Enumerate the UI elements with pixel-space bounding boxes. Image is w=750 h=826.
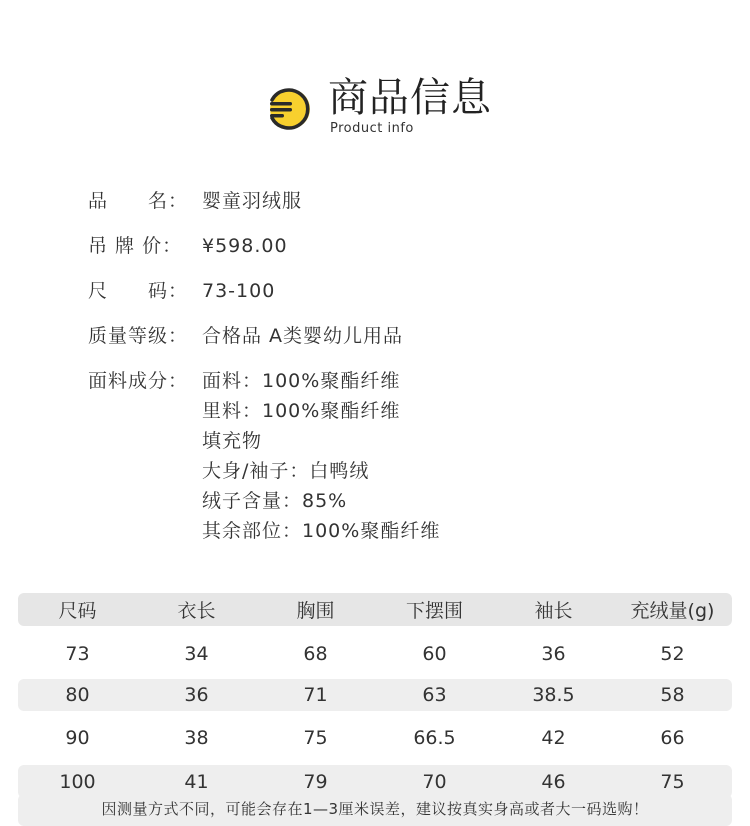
table-cell: 58 [660,684,685,706]
info-value: ¥598.00 [202,235,288,257]
info-value: 其余部位：100%聚酯纤维 [202,520,441,542]
table-cell: 46 [541,770,566,793]
info-label: 品 名： [88,190,189,212]
info-row-name [88,186,708,216]
info-label: 尺 码： [88,280,189,302]
info-value: 大身/袖子：白鸭绒 [202,460,370,482]
table-cell: 73 [65,642,90,665]
table-cell: 75 [303,727,328,749]
table-header-cell: 袖长 [534,600,573,622]
table-cell: 42 [541,727,566,749]
info-row-size [88,276,708,306]
info-row-grade [88,321,708,351]
info-value: 73-100 [202,280,276,302]
table-cell: 41 [184,770,209,793]
table-cell: 90 [65,727,90,749]
table-header-row [18,593,732,626]
table-cell: 66 [660,727,685,749]
table-cell: 36 [184,684,209,706]
table-cell: 70 [422,770,447,793]
page-subtitle: Product info [330,121,414,136]
table-cell: 80 [65,684,90,706]
document-lines-icon [264,86,312,132]
table-cell: 36 [541,642,566,665]
info-row-price [88,231,708,261]
table-cell: 63 [422,684,447,706]
product-info-list [88,186,708,561]
table-header-cell: 充绒量(g) [630,600,715,622]
table-cell: 75 [660,770,685,793]
table-cell: 79 [303,770,328,793]
table-row [18,679,732,711]
info-value: 填充物 [202,430,263,452]
table-cell: 100 [59,770,96,793]
page-title: 商品信息 [328,75,492,121]
info-value: 绒子含量：85% [202,490,348,512]
table-cell: 68 [303,642,328,665]
table-row [18,630,732,677]
info-label: 吊 牌 价： [88,235,183,257]
table-cell: 38 [184,727,209,749]
info-row-material [88,366,708,546]
table-cell: 60 [422,642,447,665]
table-cell: 38.5 [532,684,575,706]
measurement-note: 因测量方式不同，可能会存在1—3厘米误差，建议按真实身高或者大一码选购！ [18,794,732,826]
table-cell: 52 [660,642,685,665]
table-cell: 34 [184,642,209,665]
info-value: 面料：100%聚酯纤维 [202,370,401,392]
info-label: 质量等级： [88,325,189,347]
table-header-cell: 衣长 [177,600,216,622]
table-row [18,711,732,765]
table-cell: 71 [303,684,328,706]
table-header-cell: 尺码 [58,600,97,622]
table-header-cell: 下摆围 [405,600,463,622]
info-label: 面料成分： [88,370,189,392]
table-cell: 66.5 [413,727,456,749]
table-header-cell: 胸围 [296,600,335,622]
size-table [18,593,732,798]
info-value: 婴童羽绒服 [202,190,303,212]
section-header [264,76,524,140]
info-value: 合格品 A类婴幼儿用品 [202,325,404,347]
info-value: 里料：100%聚酯纤维 [202,400,401,422]
